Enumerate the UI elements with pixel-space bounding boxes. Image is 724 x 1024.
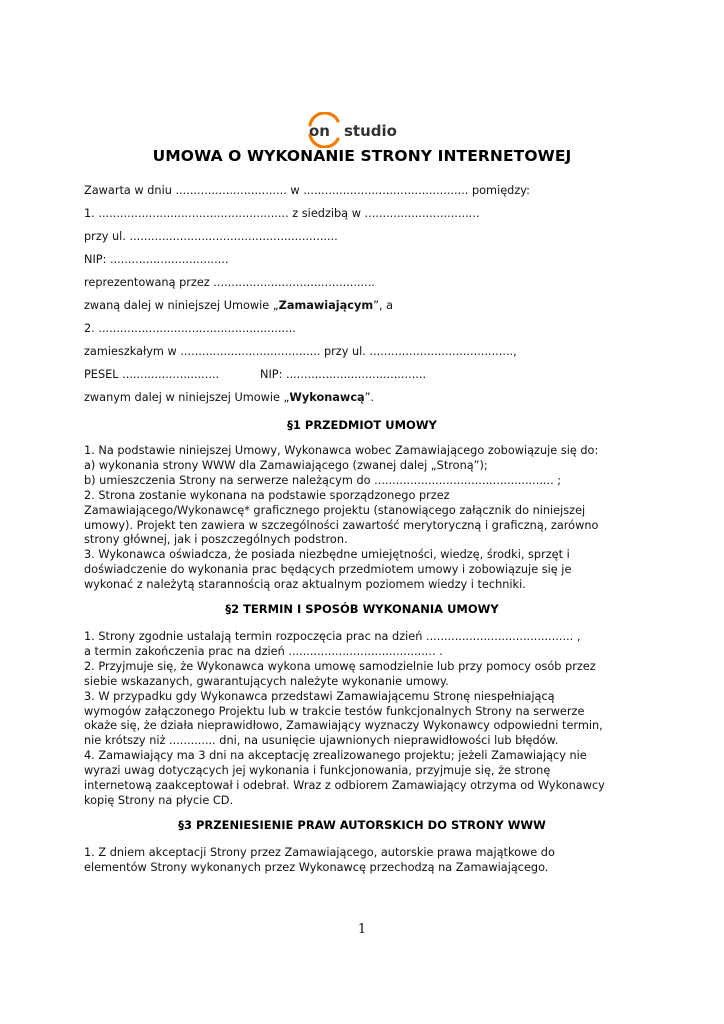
section-2-body	[84, 630, 644, 809]
header-line-party2: 2. .......................................................	[84, 322, 296, 335]
s1-line: doświadczenie do wykonania prac będących przedmiotem umowy i zobowiązuje się je	[84, 563, 572, 577]
contractor-alias-name: Wykonawcą	[289, 391, 365, 404]
header-line-party1: 1. ..................................................... z siedzibą w ................................	[84, 207, 480, 220]
header-line-date: Zawarta w dniu ............................... w .............................................. pomiędzy:	[84, 184, 530, 197]
s1-line: a) wykonania strony WWW dla Zamawiającego (zwanej dalej „Stroną”);	[84, 458, 488, 472]
header-line-represented: reprezentowaną przez .............................................	[84, 276, 375, 289]
header-line-nip: NIP: .................................	[84, 253, 229, 266]
contractor-alias-suffix: ”.	[364, 391, 375, 404]
client-alias-prefix: zwaną dalej w niniejszej Umowie „	[84, 299, 279, 312]
page-number: 1	[357, 922, 367, 937]
s2-line: kopię Strony na płycie CD.	[84, 793, 234, 807]
header-line-street: przy ul. ..........................................................	[84, 230, 338, 243]
onstudio-logo	[306, 112, 406, 148]
header-line-client-alias	[84, 299, 393, 313]
section-3-body	[84, 846, 644, 876]
s2-line: wyrazi uwag dotyczących jej wykonania i funkcjonowania, przyjmuje się, że stronę	[84, 764, 551, 778]
s1-line: Zamawiającego/Wykonawcę* graficznego projektu (stanowiącego załącznik do niniejszej	[84, 503, 586, 517]
s2-line: siebie wskazanych, gwarantujących należyte wykonanie umowy.	[84, 674, 449, 688]
header-line-contractor-alias	[84, 391, 374, 405]
s2-line: okaże się, że działa nieprawidłowo, Zamawiający wyznaczy Wykonawcy odpowiedni termin,	[84, 719, 603, 733]
s1-line: umowy). Projekt ten zawiera w szczególności zawartość merytoryczną i graficzną, zarówno	[84, 518, 599, 532]
s3-line: 1. Z dniem akceptacji Strony przez Zamawiającego, autorskie prawa majątkowe do	[84, 846, 555, 859]
s2-line: 2. Przyjmuje się, że Wykonawca wykona umowę samodzielnie lub przy pomocy osób przez	[84, 659, 596, 673]
s2-line: wymogów załączonego Projektu lub w trakcie testów funkcjonalnych Strony na serwerze	[84, 704, 585, 718]
logo-studio-text: studio	[344, 122, 397, 140]
s1-line: b) umieszczenia Strony na serwerze należącym do .................................................. ;	[84, 473, 562, 487]
s2-line: internetową zaakceptował i odebrał. Wraz z odbiorem Zamawiający otrzyma od Wykonawcy	[84, 779, 605, 793]
client-alias-name: Zamawiającym	[278, 299, 374, 312]
header-line-pesel: PESEL ...........................	[84, 368, 220, 381]
header-line-residence: zamieszkałym w ....................................... przy ul. ........................................,	[84, 345, 517, 358]
s1-line: strony głównej, jak i poszczególnych podstron.	[84, 533, 348, 547]
s1-line: 1. Na podstawie niniejszej Umowy, Wykonawca wobec Zamawiającego zobowiązuje się do:	[84, 444, 599, 457]
s1-line: wykonać z należytą starannością oraz aktualnym poziomem wiedzy i techniki.	[84, 578, 526, 592]
client-alias-suffix: ”, a	[373, 299, 394, 312]
document-title: UMOWA O WYKONANIE STRONY INTERNETOWEJ	[152, 147, 572, 165]
header-line-nip2: NIP: .......................................	[260, 368, 427, 381]
section-1-heading: §1 PRZEDMIOT UMOWY	[287, 418, 437, 432]
section-1-body	[84, 444, 644, 593]
s2-line: 4. Zamawiający ma 3 dni na akceptację zrealizowanego projektu; jeżeli Zamawiający nie	[84, 749, 587, 763]
s2-line: a termin zakończenia prac na dzień ......................................... .	[84, 644, 443, 658]
s2-line: nie krótszy niż ............. dni, na usunięcie ujawnionych nieprawidłowości lub błędów.	[84, 734, 559, 748]
s1-line: 3. Wykonawca oświadcza, że posiada niezbędne umiejętności, wiedzę, środki, sprzęt i	[84, 548, 570, 562]
logo-on-text: on	[309, 122, 330, 140]
s2-line: 3. W przypadku gdy Wykonawca przedstawi Zamawiającemu Stronę niespełniającą	[84, 689, 555, 703]
contractor-alias-prefix: zwanym dalej w niniejszej Umowie „	[84, 391, 290, 404]
section-2-heading: §2 TERMIN I SPOSÓB WYKONANIA UMOWY	[225, 602, 499, 616]
section-3-heading: §3 PRZENIESIENIE PRAW AUTORSKICH DO STRONY WWW	[178, 818, 546, 832]
s1-line: 2. Strona zostanie wykonana na podstawie sporządzonego przez	[84, 488, 450, 502]
s2-line: 1. Strony zgodnie ustalają termin rozpoczęcia prac na dzień ......................................... ,	[84, 630, 581, 643]
s3-line: elementów Strony wykonanych przez Wykonawcę przechodzą na Zamawiającego.	[84, 860, 549, 874]
